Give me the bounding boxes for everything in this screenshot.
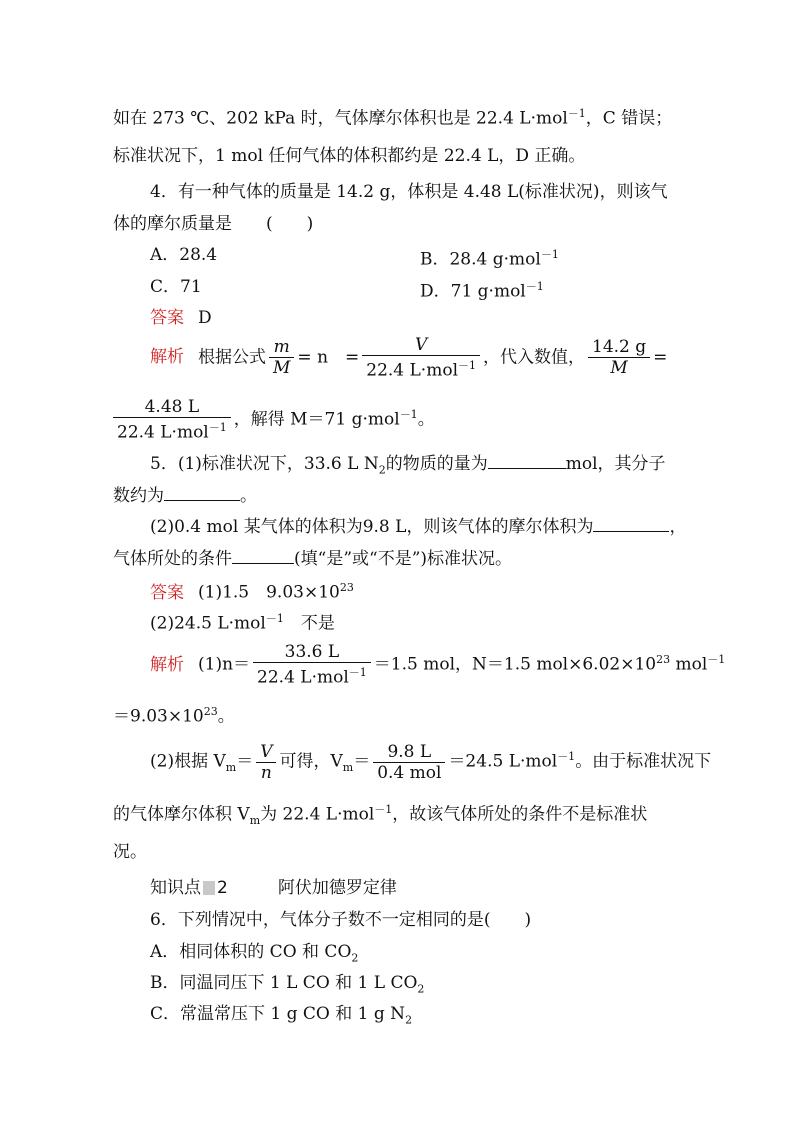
text: 不是 xyxy=(283,613,335,634)
text: 为 22.4 L·mol xyxy=(260,804,375,825)
text: 气体所处的条件 xyxy=(113,549,232,569)
text-line: 如在 273 ℃、202 kPa 时，气体摩尔体积也是 22.4 L·mol$^{-1}$，C 错误； xyxy=(113,107,673,129)
text: ＝24.5 L·mol xyxy=(448,751,558,772)
question-stem xyxy=(113,545,512,571)
text: 22.4 L·mol xyxy=(257,667,349,688)
option-c: C．常温常压下 1 g CO 和 1 g $N_2$ xyxy=(150,1004,413,1027)
text: 况。 xyxy=(113,842,147,862)
text: 。由于标准状况下 xyxy=(575,751,712,772)
question-stem xyxy=(150,180,668,204)
text: C．常温常压下 1 g CO 和 1 g N xyxy=(150,1004,406,1024)
text: ，故该气体所处的条件不是标准状 xyxy=(392,804,648,825)
text: (2)0.4 mol 某气体的体积为9.8 L，则该气体的摩尔体积为 xyxy=(150,517,594,537)
denominator: 22.4 L·mol$^{-1}$ xyxy=(253,662,371,688)
blank xyxy=(593,513,669,532)
answer-line xyxy=(150,306,212,330)
knowledge-point-marker-icon xyxy=(203,881,215,895)
text: D．71 g·mol xyxy=(420,281,526,302)
text: ，C 错误； xyxy=(585,108,673,129)
denominator: 22.4 L·mol$^{-1}$ xyxy=(113,417,231,443)
text: (1)1.5 9.03×10 xyxy=(198,582,340,603)
option-b: B．同温同压下 1 L CO 和 1 L $CO_2$ xyxy=(150,973,425,996)
denominator: M xyxy=(269,357,294,378)
numerator: 33.6 L xyxy=(284,642,340,663)
exponent: 23 xyxy=(656,653,671,666)
analysis-line: (2)根据 $V_m=$ $\frac{V}{n}$ 可得，$V_m=$ $\frac{9.8 L}{\text{0.4 mol}}$ ＝24.5 L·mol$^{-1}$。由于标准状况下 xyxy=(150,741,712,783)
question-stem xyxy=(150,513,686,539)
answer-value: D xyxy=(198,308,212,328)
option-b: B．28.4 g·mol$^{-1}$ xyxy=(420,248,559,270)
text: ，代入数值， xyxy=(483,347,586,368)
text: = n = xyxy=(297,347,360,368)
text: ， xyxy=(669,517,687,537)
numerator: 4.48 L xyxy=(144,397,200,418)
text: 可得，V xyxy=(279,751,343,772)
option-a xyxy=(150,243,217,267)
analysis-line: $\frac{4.48 L}{22.4 L\cdot mol^{-1}}$ ，解得 M＝71 g·mol$^{-1}$。 xyxy=(113,393,435,443)
text: (2)24.5 L·mol xyxy=(150,613,266,634)
text: ＝1.5 mol，N＝1.5 mol×6.02×10 xyxy=(373,654,657,675)
question-stem: 5．(1)标准状况下，33.6 L $N_2$的物质的量为 mol，其分子 xyxy=(150,450,666,482)
text: ，解得 M＝71 g·mol xyxy=(233,409,400,430)
denominator: n xyxy=(256,762,276,783)
fraction xyxy=(256,742,276,783)
text: 22.4 L·mol xyxy=(117,422,209,443)
text: ＝9.03×10 xyxy=(113,706,204,727)
numerator: m xyxy=(273,337,290,358)
text: 的气体摩尔体积 V xyxy=(113,804,250,825)
text: 知识点 xyxy=(150,878,201,898)
text: mol xyxy=(670,654,708,675)
fraction xyxy=(362,335,480,381)
text-line xyxy=(113,144,585,168)
numerator: 14.2 g xyxy=(592,337,647,358)
analysis-line: 解析 (1)n＝ $\frac{33.6 L}{22.4 L\cdot mol^{-1}}$ ＝1.5 mol，N＝1.5 $mol\times 6.02\times 10^{23}$ mol$^{-1}$ xyxy=(150,642,726,688)
text: 6．下列情况中，气体分子数不一定相同的是( ) xyxy=(150,910,532,930)
fraction xyxy=(373,742,445,783)
text: A．28.4 xyxy=(150,245,218,265)
analysis-line: 的气体摩尔体积 $V_m$为 22.4 L·mol$^{-1}$，故该气体所处的条件不是标准状 xyxy=(113,803,648,828)
numerator: V xyxy=(260,741,273,762)
text: 5．(1)标准状况下，33.6 L N xyxy=(150,454,379,474)
text: 22.4 L·mol xyxy=(366,360,459,381)
fraction xyxy=(253,642,371,688)
exponent: 23 xyxy=(203,705,218,718)
blank xyxy=(488,450,566,469)
text: (填“是”或“不是”)标准状况。 xyxy=(294,549,513,569)
text: 体的摩尔质量是 ( ) xyxy=(113,214,314,234)
text: 2 xyxy=(217,878,228,898)
analysis-line xyxy=(150,335,667,381)
text: 的物质的量为 xyxy=(385,454,488,474)
analysis-line xyxy=(113,840,147,864)
question-stem xyxy=(150,908,531,932)
option-c xyxy=(150,275,202,299)
denominator: 0.4 mol xyxy=(373,762,445,783)
text: 数约为 xyxy=(113,486,164,506)
numerator: 9.8 L xyxy=(387,741,432,762)
denominator: M xyxy=(588,357,650,378)
denominator: 22.4 L·mol$^{-1}$ xyxy=(362,355,480,381)
section-title: 阿伏加德罗定律 xyxy=(277,878,397,898)
blank xyxy=(232,545,294,564)
analysis-label: 解析 xyxy=(150,654,184,675)
text: 标准状况下，1 mol 任何气体的体积都约是 22.4 L，D 正确。 xyxy=(113,146,586,166)
analysis-line xyxy=(113,700,235,729)
text: C．71 xyxy=(150,277,202,297)
numerator: V xyxy=(415,335,428,355)
text: mol，其分子 xyxy=(565,454,666,474)
question-stem xyxy=(113,212,313,236)
answer-line: (2)24.5 L·mol$^{-1}$ 不是 xyxy=(150,612,335,634)
answer-label: 答案 xyxy=(150,582,184,603)
text: 。 xyxy=(217,706,235,727)
analysis-label: 解析 xyxy=(150,347,184,368)
text: 如在 273 ℃、202 kPa 时，气体摩尔体积也是 22.4 L·mol xyxy=(113,108,568,129)
fraction xyxy=(113,397,231,443)
knowledge-point-heading xyxy=(150,876,397,900)
text: B．28.4 g·mol xyxy=(420,249,541,270)
text: = xyxy=(653,347,668,368)
text: 。 xyxy=(417,409,435,430)
text: A．相同体积的 CO 和 CO xyxy=(150,942,352,962)
exponent: 23 xyxy=(339,581,354,594)
answer-line xyxy=(150,576,354,605)
answer-label: 答案 xyxy=(150,308,184,328)
text: 根据公式 xyxy=(198,347,266,368)
question-stem xyxy=(113,482,257,508)
text: B．同温同压下 1 L CO 和 1 L CO xyxy=(150,973,418,993)
option-d: D．71 g·mol$^{-1}$ xyxy=(420,280,544,302)
option-a: A．相同体积的 CO 和 $CO_2$ xyxy=(150,942,359,965)
text: 4．有一种气体的质量是 14.2 g，体积是 4.48 L(标准状况)，则该气 xyxy=(150,182,668,202)
text: (2)根据 V xyxy=(150,751,226,772)
fraction xyxy=(588,337,650,378)
text: 。 xyxy=(240,486,257,506)
text: (1)n＝ xyxy=(198,654,251,675)
fraction xyxy=(269,337,294,378)
blank xyxy=(164,482,240,501)
